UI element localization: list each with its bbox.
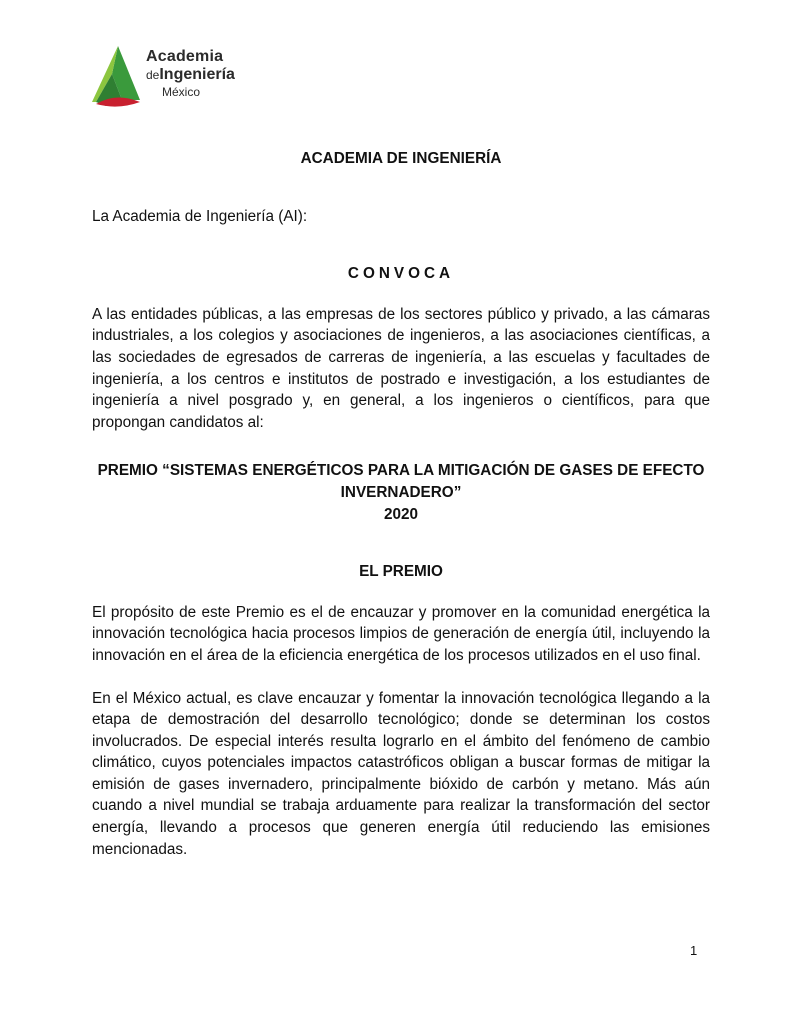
academia-logo: [92, 44, 252, 114]
call-paragraph: A las entidades públicas, a las empresas de los sectores público y privado, a las cámaras industriales, a los colegios y asociaciones de ingenieros, a las asociaciones científicas, a las sociedades de egresados de carreras de ingeniería, a las escuelas y facultades de ingeniería, a los centros e institutos de postrado e investigación, a los estudiantes de ingeniería a nivel posgrado y, en general, a los ingenieros o científicos, para que propongan candidatos al:: [92, 305, 710, 431]
document-body: [92, 148, 710, 860]
prize-year: 2020: [383, 505, 419, 523]
context-paragraph: En el México actual, es clave encauzar y fomentar la innovación tecnológica llegando a la etapa de demostración del desarrollo tecnológico; donde se determinan los costos involucrados. De especial interés resulta lograrlo en el ámbito del fenómeno de cambio climático, cuyos potenciales impactos catastróficos obligan a buscar formas de mitigar la emisión de gases invernadero, principalmente bióxido de carbón y metano. Más aún cuando a nivel mundial se trabaja arduamente para realizar la transformación del sector energía, llevando a procesos que generen energía útil reduciendo las emisiones mencionadas.: [92, 689, 710, 858]
section-title: EL PREMIO: [359, 563, 443, 581]
logo-text: [146, 48, 235, 100]
prize-title: [92, 460, 710, 525]
intro-line: La Academia de Ingeniería (AI):: [92, 207, 308, 225]
logo-line-ingenieria: [146, 66, 235, 84]
purpose-paragraph: El propósito de este Premio es el de encauzar y promover en la comunidad energética la innovación tecnológica hacia procesos limpios de generación de energía útil, incluyendo la innovación en el área de la eficiencia energética de los procesos utilizados en el uso final.: [92, 603, 710, 664]
prize-name: PREMIO “SISTEMAS ENERGÉTICOS PARA LA MITIGACIÓN DE GASES DE EFECTO INVERNADERO”: [97, 462, 705, 501]
logo-line-mexico: México: [162, 85, 201, 99]
logo-de: de: [146, 68, 160, 82]
logo-ingenieria: Ingeniería: [159, 66, 235, 83]
document-heading: ACADEMIA DE INGENIERÍA: [300, 150, 502, 167]
page-number: 1: [690, 943, 698, 958]
logo-mark-icon: [92, 44, 144, 110]
convoca-heading: CONVOCA: [347, 265, 455, 283]
logo-line-academia: Academia: [146, 48, 224, 65]
